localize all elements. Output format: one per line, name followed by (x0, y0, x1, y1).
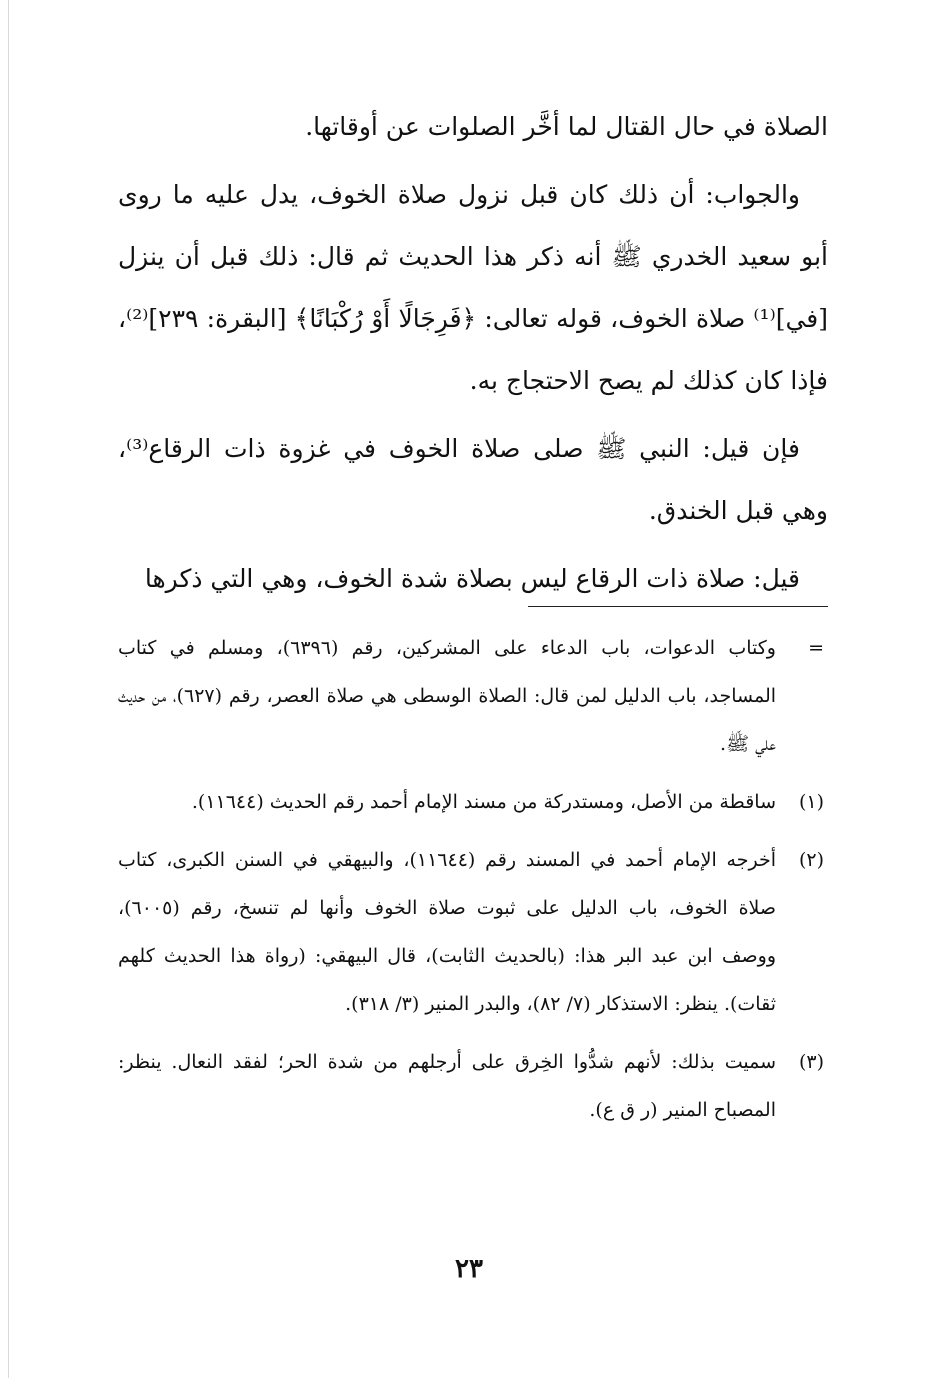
footnote-mark: (٣) (798, 1051, 824, 1073)
footnote-2 (118, 836, 828, 1028)
footnotes (118, 624, 828, 1144)
footnote-text: ساقطة من الأصل، ومستدركة من مسند الإمام أحمد رقم الحديث (١١٦٤٤). (191, 791, 776, 813)
footnote-text: سميت بذلك: لأنهم شدُّوا الخِرق على أرجلهم من شدة الحر؛ لفقد النعال. ينظر: المصباح المنير (ر ق ع). (118, 1051, 776, 1121)
paragraph-2: والجواب: أن ذلك كان قبل نزول صلاة الخوف، يدل عليه ما روى أبو سعيد الخدري ﷺ أنه ذكر هذا الحديث ثم قال: ذلك قبل أن ينزل [في]⁽¹⁾ صلاة الخوف، قوله تعالى: ﴿فَرِجَالًا أَوْ رُكْبَانًا﴾ [البقرة: ٢٣٩]⁽²⁾، فإذا كان كذلك لم يصح الاحتجاج به. (118, 180, 828, 395)
footnote-3 (118, 1038, 828, 1134)
paragraph-4: قيل: صلاة ذات الرقاع ليس بصلاة شدة الخوف، وهي التي ذكرها (144, 564, 800, 593)
paragraph-1: الصلاة في حال القتال لما أخَّر الصلوات عن أوقاتها. (305, 112, 828, 141)
paragraph-3: فإن قيل: النبي ﷺ صلى صلاة الخوف في غزوة ذات الرقاع⁽³⁾، وهي قبل الخندق. (118, 434, 828, 525)
footnote-1 (118, 778, 828, 826)
main-text (118, 96, 828, 616)
footnote-mark: = (808, 637, 824, 659)
page-number: ٢٣ (455, 1254, 483, 1284)
footnote-separator (528, 606, 828, 607)
scan-edge-line (8, 0, 9, 1378)
footnote-text: وكتاب الدعوات، باب الدعاء على المشركين، رقم (٦٣٩٦)، ومسلم في كتاب المساجد، باب الدليل لمن قال: الصلاة الوسطى هي صلاة العصر، رقم (٦٢٧)، من حديث علي ﷺ. (118, 637, 777, 755)
footnote-mark: (٢) (798, 849, 824, 871)
footnote-mark: (١) (798, 791, 824, 813)
footnote-continuation (118, 624, 828, 768)
footnote-text: أخرجه الإمام أحمد في المسند رقم (١١٦٤٤)، والبيهقي في السنن الكبرى، كتاب صلاة الخوف، باب الدليل على ثبوت صلاة الخوف وأنها لم تنسخ، رقم (٦٠٠٥)، ووصف ابن عبد البر هذا: (بالحديث الثابت)، قال البيهقي: (رواة هذا الحديث كلهم ثقات). ينظر: الاستذكار (٧/ ٨٢)، والبدر المنير (٣/ ٣١٨). (118, 849, 776, 1015)
